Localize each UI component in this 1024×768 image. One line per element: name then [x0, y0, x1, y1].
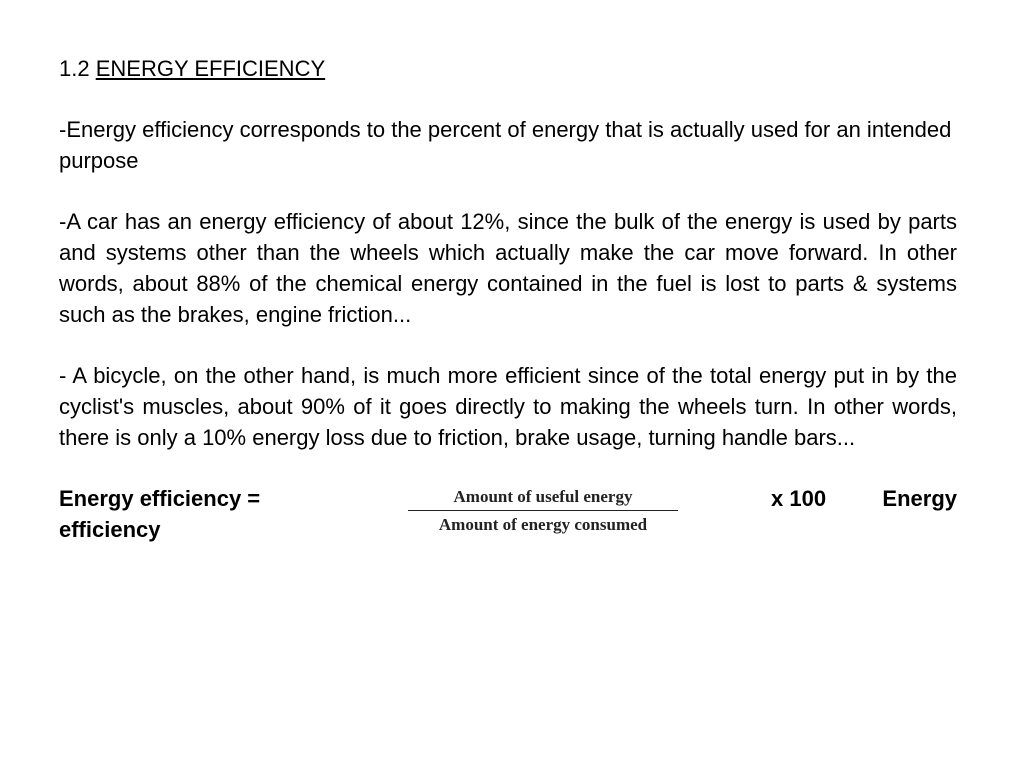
formula-fraction: [408, 486, 678, 536]
paragraph-bicycle: - A bicycle, on the other hand, is much more efficient since of the total energy put in by the cyclist's muscles, about 90% of it goes directly to making the wheels turn. In other words, there is only a 10% energy loss due to friction, brake usage, turning handle bars...: [59, 363, 957, 450]
section-title: ENERGY EFFICIENCY: [95, 56, 326, 81]
fraction-bar: [408, 510, 678, 511]
formula-numerator: Amount of useful energy: [453, 487, 633, 506]
section-heading: [59, 53, 957, 84]
formula-multiplier: x 100: [771, 486, 827, 511]
paragraph-definition: -Energy efficiency corresponds to the percent of energy that is actually used for an intended purpose: [59, 117, 952, 173]
efficiency-formula: [59, 483, 957, 553]
formula-lhs: Energy efficiency =: [59, 486, 261, 511]
formula-denominator: Amount of energy consumed: [438, 515, 648, 534]
slide-content: [59, 53, 957, 553]
paragraph-car: -A car has an energy efficiency of about 12%, since the bulk of the energy is used by parts and systems other than the wheels which actually make the car move forward. In other words, about 88% of the chemical energy contained in the fuel is lost to parts & systems such as the brakes, engine friction...: [59, 209, 957, 327]
formula-lhs-line2: efficiency: [59, 517, 161, 542]
section-number: 1.2: [59, 56, 90, 81]
formula-trailing-word: Energy: [882, 486, 957, 511]
